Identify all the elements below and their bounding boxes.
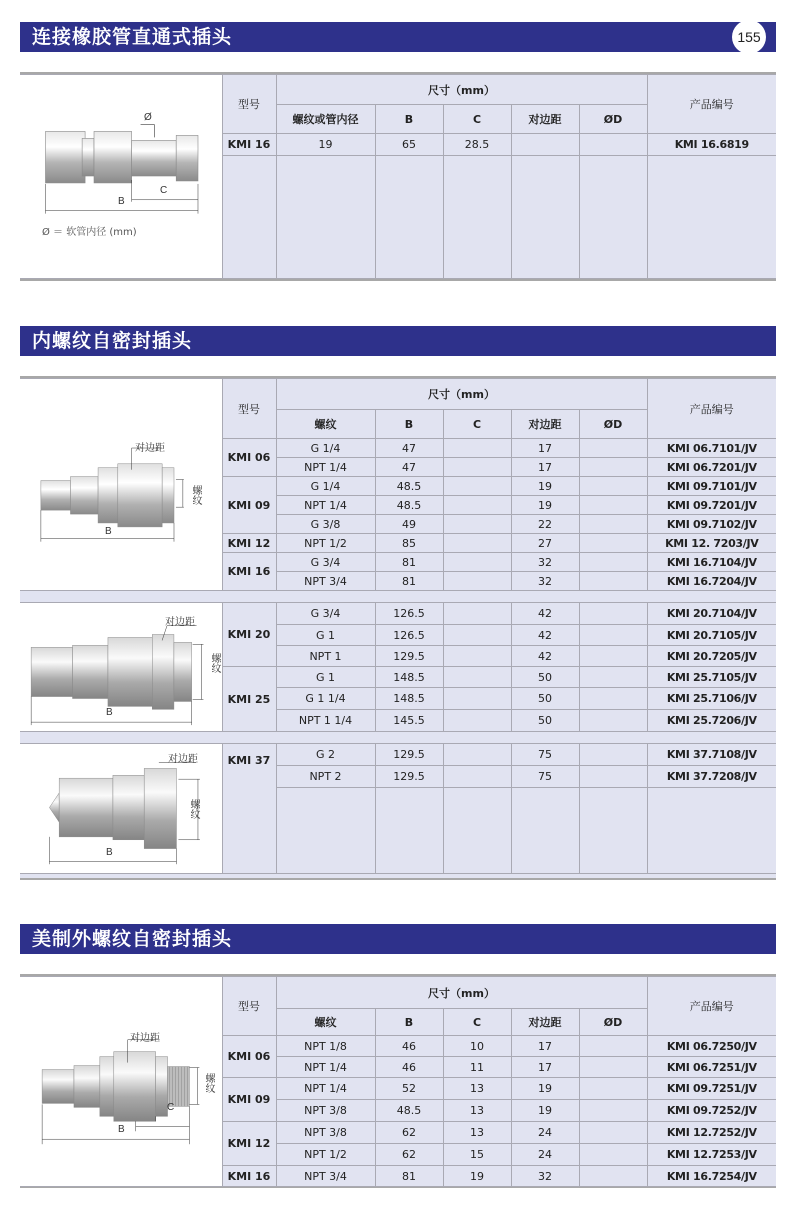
thread-cell: 19 — [276, 134, 375, 156]
c-cell — [443, 710, 511, 732]
spec-table-hose-barb — [20, 72, 776, 281]
header-b: B — [375, 410, 443, 439]
od-cell — [579, 646, 647, 667]
label-across-flats: 对边距 — [130, 1033, 160, 1044]
model-cell: KMI 16 — [222, 553, 276, 591]
thread-cell: NPT 1/4 — [276, 1057, 375, 1078]
label-thread: 螺纹 — [188, 799, 199, 819]
header-thread: 螺纹 — [276, 410, 375, 439]
model-cell: KMI 06 — [222, 439, 276, 477]
thread-cell: NPT 3/4 — [276, 1166, 375, 1187]
product-code-cell: KMI 09.7251/JV — [647, 1078, 776, 1100]
group-separator — [20, 732, 776, 744]
model-cell: KMI 06 — [222, 1036, 276, 1078]
c-cell — [443, 553, 511, 572]
label-phi: Ø — [144, 112, 152, 123]
b-cell: 85 — [375, 534, 443, 553]
od-cell — [579, 134, 647, 156]
c-cell — [443, 766, 511, 788]
b-cell: 129.5 — [375, 744, 443, 766]
thread-cell: NPT 2 — [276, 766, 375, 788]
model-cell: KMI 37 — [222, 744, 276, 874]
af-cell: 42 — [511, 646, 579, 667]
product-diagram-2 — [20, 603, 222, 732]
b-cell: 126.5 — [375, 603, 443, 625]
c-cell — [443, 603, 511, 625]
thread-cell: NPT 1 — [276, 646, 375, 667]
od-cell — [579, 1144, 647, 1166]
hose-barb-plug-icon — [20, 75, 222, 278]
c-cell: 10 — [443, 1036, 511, 1057]
af-cell: 75 — [511, 766, 579, 788]
af-cell: 50 — [511, 710, 579, 732]
model-cell: KMI 16 — [222, 134, 276, 156]
model-cell: KMI 09 — [222, 1078, 276, 1122]
header-c: C — [443, 410, 511, 439]
label-b: B — [105, 526, 112, 537]
c-cell: 19 — [443, 1166, 511, 1187]
table-row — [20, 603, 776, 625]
header-across-flats: 对边距 — [511, 105, 579, 134]
thread-cell: G 3/4 — [276, 603, 375, 625]
od-cell — [579, 766, 647, 788]
spec-table-female-thread — [20, 376, 776, 880]
thread-cell: G 1 — [276, 625, 375, 646]
header-od: ØD — [579, 105, 647, 134]
od-cell — [579, 744, 647, 766]
af-cell: 32 — [511, 553, 579, 572]
product-code-cell: KMI 12.7253/JV — [647, 1144, 776, 1166]
b-cell: 48.5 — [375, 1100, 443, 1122]
product-code-cell: KMI 06.7101/JV — [647, 439, 776, 458]
model-cell: KMI 09 — [222, 477, 276, 534]
thread-cell: NPT 3/8 — [276, 1100, 375, 1122]
product-code-cell: KMI 20.7104/JV — [647, 603, 776, 625]
label-across-flats: 对边距 — [168, 754, 198, 765]
c-cell — [443, 646, 511, 667]
b-cell: 48.5 — [375, 496, 443, 515]
c-cell — [443, 625, 511, 646]
af-cell: 50 — [511, 688, 579, 710]
af-cell: 32 — [511, 1166, 579, 1187]
product-code-cell: KMI 16.6819 — [647, 134, 776, 156]
product-code-cell: KMI 12. 7203/JV — [647, 534, 776, 553]
header-c: C — [443, 1009, 511, 1036]
od-cell — [579, 1122, 647, 1144]
af-cell: 75 — [511, 744, 579, 766]
od-cell — [579, 1078, 647, 1100]
product-diagram — [20, 977, 222, 1187]
c-cell: 13 — [443, 1122, 511, 1144]
b-cell: 129.5 — [375, 646, 443, 667]
product-code-cell: KMI 25.7106/JV — [647, 688, 776, 710]
thread-cell: NPT 3/8 — [276, 1122, 375, 1144]
header-thread: 螺纹或管内径 — [276, 105, 375, 134]
od-cell — [579, 496, 647, 515]
b-cell: 81 — [375, 1166, 443, 1187]
product-code-cell: KMI 25.7105/JV — [647, 667, 776, 688]
od-cell — [579, 1057, 647, 1078]
label-c: C — [167, 1102, 175, 1113]
od-cell — [579, 603, 647, 625]
product-code-cell: KMI 20.7205/JV — [647, 646, 776, 667]
thread-cell: G 3/4 — [276, 553, 375, 572]
thread-cell: NPT 3/4 — [276, 572, 375, 591]
header-dimensions: 尺寸（mm） — [276, 977, 647, 1009]
od-cell — [579, 572, 647, 591]
c-cell — [443, 496, 511, 515]
product-code-cell: KMI 16.7104/JV — [647, 553, 776, 572]
od-cell — [579, 1100, 647, 1122]
group-separator — [20, 591, 776, 603]
label-b: B — [118, 196, 125, 207]
thread-cell: NPT 1 1/4 — [276, 710, 375, 732]
product-code-cell: KMI 09.7102/JV — [647, 515, 776, 534]
thread-cell: NPT 1/4 — [276, 496, 375, 515]
label-b: B — [118, 1124, 125, 1135]
od-cell — [579, 553, 647, 572]
npt-male-plug-icon — [20, 977, 222, 1186]
thread-cell: NPT 1/4 — [276, 1078, 375, 1100]
c-cell — [443, 515, 511, 534]
c-cell: 13 — [443, 1100, 511, 1122]
header-model: 型号 — [222, 75, 276, 134]
od-cell — [579, 688, 647, 710]
product-code-cell: KMI 06.7201/JV — [647, 458, 776, 477]
od-cell — [579, 625, 647, 646]
b-cell: 52 — [375, 1078, 443, 1100]
od-cell — [579, 1166, 647, 1187]
c-cell: 11 — [443, 1057, 511, 1078]
product-diagram-1 — [20, 379, 222, 591]
product-code-cell: KMI 37.7208/JV — [647, 766, 776, 788]
header-b: B — [375, 1009, 443, 1036]
thread-cell: NPT 1/2 — [276, 1144, 375, 1166]
thread-cell: G 1/4 — [276, 477, 375, 496]
af-cell: 17 — [511, 458, 579, 477]
product-code-cell: KMI 25.7206/JV — [647, 710, 776, 732]
af-cell: 42 — [511, 625, 579, 646]
product-code-cell: KMI 09.7101/JV — [647, 477, 776, 496]
b-cell: 47 — [375, 439, 443, 458]
header-dimensions: 尺寸（mm） — [276, 75, 647, 105]
product-code-cell: KMI 20.7105/JV — [647, 625, 776, 646]
thread-cell: G 1 — [276, 667, 375, 688]
c-cell — [443, 458, 511, 477]
header-model: 型号 — [222, 977, 276, 1036]
model-cell: KMI 12 — [222, 1122, 276, 1166]
od-cell — [579, 710, 647, 732]
b-cell: 62 — [375, 1122, 443, 1144]
c-cell: 28.5 — [443, 134, 511, 156]
label-thread: 螺纹 — [209, 653, 220, 673]
product-code-cell: KMI 12.7252/JV — [647, 1122, 776, 1144]
thread-cell: NPT 1/2 — [276, 534, 375, 553]
b-cell: 145.5 — [375, 710, 443, 732]
thread-cell: G 3/8 — [276, 515, 375, 534]
thread-cell: NPT 1/8 — [276, 1036, 375, 1057]
thread-cell: NPT 1/4 — [276, 458, 375, 477]
af-cell: 19 — [511, 477, 579, 496]
header-product-code: 产品编号 — [647, 977, 776, 1036]
thread-cell: G 1 1/4 — [276, 688, 375, 710]
model-cell: KMI 20 — [222, 603, 276, 667]
b-cell: 81 — [375, 572, 443, 591]
b-cell: 46 — [375, 1036, 443, 1057]
c-cell — [443, 439, 511, 458]
od-cell — [579, 515, 647, 534]
b-cell: 62 — [375, 1144, 443, 1166]
label-thread: 螺纹 — [190, 485, 201, 505]
b-cell: 126.5 — [375, 625, 443, 646]
c-cell — [443, 534, 511, 553]
section-title-text: 美制外螺纹自密封插头 — [32, 928, 233, 950]
od-cell — [579, 534, 647, 553]
model-cell: KMI 25 — [222, 667, 276, 732]
header-dimensions: 尺寸（mm） — [276, 379, 647, 410]
af-cell: 27 — [511, 534, 579, 553]
label-c: C — [160, 185, 168, 196]
header-c: C — [443, 105, 511, 134]
label-across-flats: 对边距 — [135, 443, 165, 454]
section-title-female-thread-plug — [20, 326, 776, 356]
b-cell: 148.5 — [375, 667, 443, 688]
section-title-text: 连接橡胶管直通式插头 — [32, 26, 233, 48]
page-number-badge: 155 — [732, 20, 766, 54]
label-across-flats: 对边距 — [165, 617, 195, 628]
b-cell: 46 — [375, 1057, 443, 1078]
header-across-flats: 对边距 — [511, 410, 579, 439]
label-thread: 螺纹 — [203, 1073, 214, 1093]
od-cell — [579, 1036, 647, 1057]
model-cell: KMI 12 — [222, 534, 276, 553]
product-code-cell: KMI 16.7204/JV — [647, 572, 776, 591]
c-cell — [443, 572, 511, 591]
af-cell — [511, 134, 579, 156]
label-b: B — [106, 847, 113, 858]
header-thread: 螺纹 — [276, 1009, 375, 1036]
header-od: ØD — [579, 410, 647, 439]
b-cell: 47 — [375, 458, 443, 477]
b-cell: 65 — [375, 134, 443, 156]
af-cell: 17 — [511, 1057, 579, 1078]
c-cell — [443, 477, 511, 496]
af-cell: 17 — [511, 439, 579, 458]
thread-cell: G 2 — [276, 744, 375, 766]
section-title-text: 内螺纹自密封插头 — [32, 330, 193, 352]
product-code-cell: KMI 06.7250/JV — [647, 1036, 776, 1057]
c-cell — [443, 667, 511, 688]
b-cell: 129.5 — [375, 766, 443, 788]
header-product-code: 产品编号 — [647, 75, 776, 134]
af-cell: 50 — [511, 667, 579, 688]
section-title-hose-barb-plug — [20, 22, 776, 52]
c-cell — [443, 744, 511, 766]
label-b: B — [106, 707, 113, 718]
diagram-note: Ø ＝ 软管内径 (mm) — [42, 227, 137, 238]
product-code-cell: KMI 16.7254/JV — [647, 1166, 776, 1187]
af-cell: 32 — [511, 572, 579, 591]
product-code-cell: KMI 09.7252/JV — [647, 1100, 776, 1122]
product-diagram — [20, 75, 222, 279]
af-cell: 19 — [511, 496, 579, 515]
b-cell: 48.5 — [375, 477, 443, 496]
table-row — [20, 744, 776, 766]
od-cell — [579, 458, 647, 477]
af-cell: 22 — [511, 515, 579, 534]
od-cell — [579, 439, 647, 458]
af-cell: 42 — [511, 603, 579, 625]
af-cell: 19 — [511, 1078, 579, 1100]
af-cell: 17 — [511, 1036, 579, 1057]
section-title-npt-male-plug — [20, 924, 776, 954]
b-cell: 81 — [375, 553, 443, 572]
b-cell: 49 — [375, 515, 443, 534]
model-cell: KMI 16 — [222, 1166, 276, 1187]
od-cell — [579, 667, 647, 688]
spec-table-npt-male — [20, 974, 776, 1188]
header-model: 型号 — [222, 379, 276, 439]
c-cell: 15 — [443, 1144, 511, 1166]
af-cell: 24 — [511, 1122, 579, 1144]
product-code-cell: KMI 37.7108/JV — [647, 744, 776, 766]
c-cell — [443, 688, 511, 710]
c-cell: 13 — [443, 1078, 511, 1100]
af-cell: 24 — [511, 1144, 579, 1166]
product-code-cell: KMI 09.7201/JV — [647, 496, 776, 515]
header-across-flats: 对边距 — [511, 1009, 579, 1036]
header-product-code: 产品编号 — [647, 379, 776, 439]
product-diagram-3 — [20, 744, 222, 874]
af-cell: 19 — [511, 1100, 579, 1122]
b-cell: 148.5 — [375, 688, 443, 710]
thread-cell: G 1/4 — [276, 439, 375, 458]
od-cell — [579, 477, 647, 496]
header-od: ØD — [579, 1009, 647, 1036]
header-b: B — [375, 105, 443, 134]
product-code-cell: KMI 06.7251/JV — [647, 1057, 776, 1078]
